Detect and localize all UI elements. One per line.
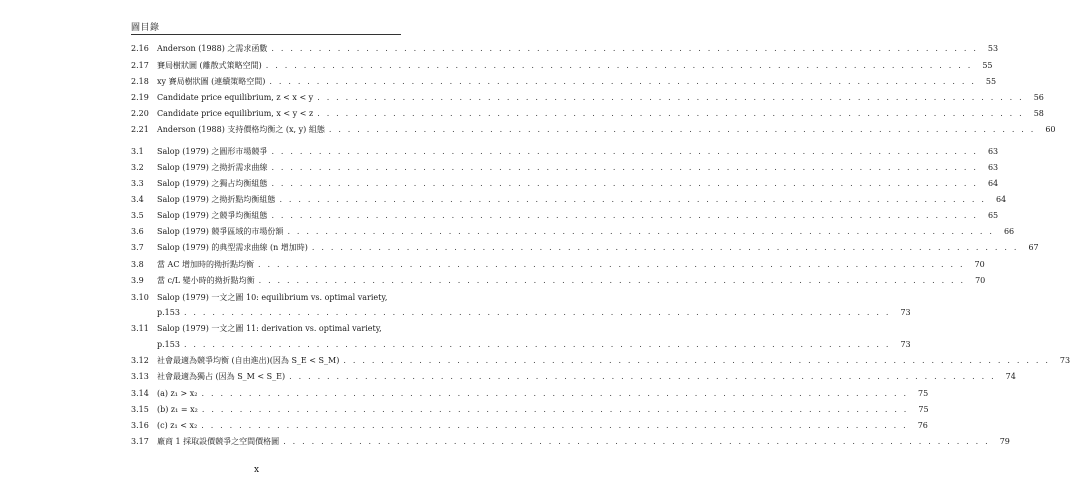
entry-page: 63: [987, 163, 999, 172]
leader-dots: [271, 145, 978, 159]
leader-dots: [279, 193, 986, 207]
toc-entry[interactable]: [131, 177, 999, 191]
entry-number: 3.9: [131, 276, 144, 285]
entry-page: 79: [999, 437, 1010, 446]
entry-title: 當 AC 增加時的拗折點均衡: [157, 260, 254, 269]
entry-number: 3.11: [131, 324, 149, 333]
entry-title: 廠商 1 採取設價競爭之空間價格圖: [157, 437, 280, 446]
entry-page: 65: [987, 211, 999, 220]
toc-entry[interactable]: [131, 145, 999, 159]
entry-title: 當 c/L 變小時的拗折點均衡: [157, 276, 255, 285]
leader-dots: [201, 387, 908, 401]
leader-dots: [259, 274, 966, 288]
entry-title: xy 賽局樹狀圖 (連續策略空間): [157, 77, 266, 86]
toc-entry[interactable]: [131, 435, 1010, 449]
running-head: 圖目錄: [131, 23, 160, 33]
leader-dots: [184, 306, 891, 320]
leader-dots: [287, 225, 994, 239]
entry-number: 3.14: [131, 389, 149, 398]
toc-entry-continuation[interactable]: [131, 306, 911, 320]
entry-title: Salop (1979) 之獨占均衡組態: [157, 179, 268, 188]
toc-entry[interactable]: [131, 354, 1070, 368]
entry-number: 3.4: [131, 195, 144, 204]
entry-page: 53: [987, 44, 999, 53]
entry-page: 73: [900, 340, 911, 349]
toc-entry[interactable]: [131, 193, 1007, 207]
entry-number: 2.17: [131, 61, 149, 70]
leader-dots: [271, 209, 978, 223]
entry-number: 2.16: [131, 44, 149, 53]
entry-title-continued: p.153: [157, 340, 180, 349]
entry-page: 55: [985, 77, 997, 86]
entry-number: 2.19: [131, 93, 149, 102]
leader-dots: [312, 241, 1019, 255]
entry-page: 64: [995, 195, 1007, 204]
entry-number: 3.12: [131, 356, 149, 365]
leader-dots: [202, 403, 909, 417]
entry-page: 66: [1003, 227, 1015, 236]
entry-title: Candidate price equilibrium, x < y < z: [157, 109, 314, 118]
entry-page: 75: [918, 389, 929, 398]
entry-page: 73: [1059, 356, 1070, 365]
entry-number: 3.8: [131, 260, 144, 269]
toc-entry[interactable]: [131, 291, 401, 305]
entry-title: 社會最適為競爭均衡 (自由進出)(因為 S_E < S_M): [157, 356, 340, 365]
toc-entry[interactable]: [131, 59, 993, 73]
toc-entry[interactable]: [131, 387, 929, 401]
toc-entry[interactable]: [131, 225, 1015, 239]
header-rule: [131, 34, 401, 35]
entry-number: 3.15: [131, 405, 149, 414]
entry-title: Salop (1979) 一文之圖 10: equilibrium vs. optimal variety,: [157, 293, 388, 302]
entry-title: (c) z₁ < x₂: [157, 421, 198, 430]
toc-entry[interactable]: [131, 258, 985, 272]
entry-title: Anderson (1988) 之需求函數: [157, 44, 268, 53]
entry-page: 70: [975, 276, 986, 285]
entry-number: 3.17: [131, 437, 149, 446]
toc-entry[interactable]: [131, 123, 1056, 137]
entry-title: Salop (1979) 的典型需求曲線 (n 增加時): [157, 243, 308, 252]
entry-title: Salop (1979) 競爭區域的市場份額: [157, 227, 284, 236]
leader-dots: [343, 354, 1050, 368]
entry-page: 55: [982, 61, 993, 70]
entry-number: 3.3: [131, 179, 144, 188]
entry-title: (b) z₁ = x₂: [157, 405, 198, 414]
toc-entry[interactable]: [131, 91, 1044, 105]
page-number: x: [254, 465, 260, 475]
leader-dots: [317, 91, 1024, 105]
toc-entry[interactable]: [131, 370, 1016, 384]
entry-page: 64: [987, 179, 999, 188]
entry-number: 2.20: [131, 109, 149, 118]
entry-page: 70: [974, 260, 985, 269]
leader-dots: [184, 338, 891, 352]
entry-number: 2.21: [131, 125, 149, 134]
toc-entry[interactable]: [131, 107, 1044, 121]
entry-title: Salop (1979) 一文之圖 11: derivation vs. optimal variety,: [157, 324, 382, 333]
leader-dots: [258, 258, 965, 272]
entry-number: 3.16: [131, 421, 149, 430]
entry-title: 社會最適為獨占 (因為 S_M < S_E): [157, 372, 286, 381]
leader-dots: [266, 59, 973, 73]
entry-page: 67: [1028, 243, 1039, 252]
toc-entry[interactable]: [131, 42, 999, 56]
entry-page: 75: [918, 405, 929, 414]
entry-title: Salop (1979) 之圓形市場競爭: [157, 147, 268, 156]
toc-entry[interactable]: [131, 161, 999, 175]
toc-entry-continuation[interactable]: [131, 338, 911, 352]
leader-dots: [271, 42, 978, 56]
entry-title: 賽局樹狀圖 (離散式策略空間): [157, 61, 262, 70]
entry-title: Salop (1979) 之拗折點均衡組態: [157, 195, 276, 204]
leader-dots: [317, 107, 1024, 121]
leader-dots: [271, 161, 978, 175]
toc-entry[interactable]: [131, 419, 928, 433]
entry-title-continued: p.153: [157, 308, 180, 317]
entry-number: 3.7: [131, 243, 144, 252]
toc-entry[interactable]: [131, 322, 401, 336]
toc-entry[interactable]: [131, 75, 997, 89]
leader-dots: [271, 177, 978, 191]
entry-title: Salop (1979) 之競爭均衡組態: [157, 211, 268, 220]
entry-title: Salop (1979) 之拗折需求曲線: [157, 163, 268, 172]
entry-page: 58: [1033, 109, 1044, 118]
entry-page: 63: [987, 147, 999, 156]
entry-page: 74: [1005, 372, 1016, 381]
entry-page: 76: [917, 421, 928, 430]
entry-number: 3.10: [131, 293, 149, 302]
entry-title: Candidate price equilibrium, z < x < y: [157, 93, 314, 102]
entry-number: 3.13: [131, 372, 149, 381]
entry-page: 56: [1033, 93, 1044, 102]
toc-entry[interactable]: [131, 209, 999, 223]
toc-entry[interactable]: [131, 241, 1039, 255]
leader-dots: [329, 123, 1036, 137]
entry-page: 73: [900, 308, 911, 317]
leader-dots: [201, 419, 908, 433]
entry-page: 60: [1045, 125, 1056, 134]
entry-number: 3.2: [131, 163, 144, 172]
leader-dots: [289, 370, 996, 384]
leader-dots: [269, 75, 976, 89]
leader-dots: [283, 435, 990, 449]
entry-title: Anderson (1988) 支持價格均衡之 (x, y) 組態: [157, 125, 325, 134]
toc-entry[interactable]: [131, 403, 929, 417]
entry-number: 3.1: [131, 147, 144, 156]
entry-number: 3.6: [131, 227, 144, 236]
entry-number: 2.18: [131, 77, 149, 86]
toc-entry[interactable]: [131, 274, 986, 288]
entry-number: 3.5: [131, 211, 144, 220]
entry-title: (a) z₁ > x₂: [157, 389, 198, 398]
